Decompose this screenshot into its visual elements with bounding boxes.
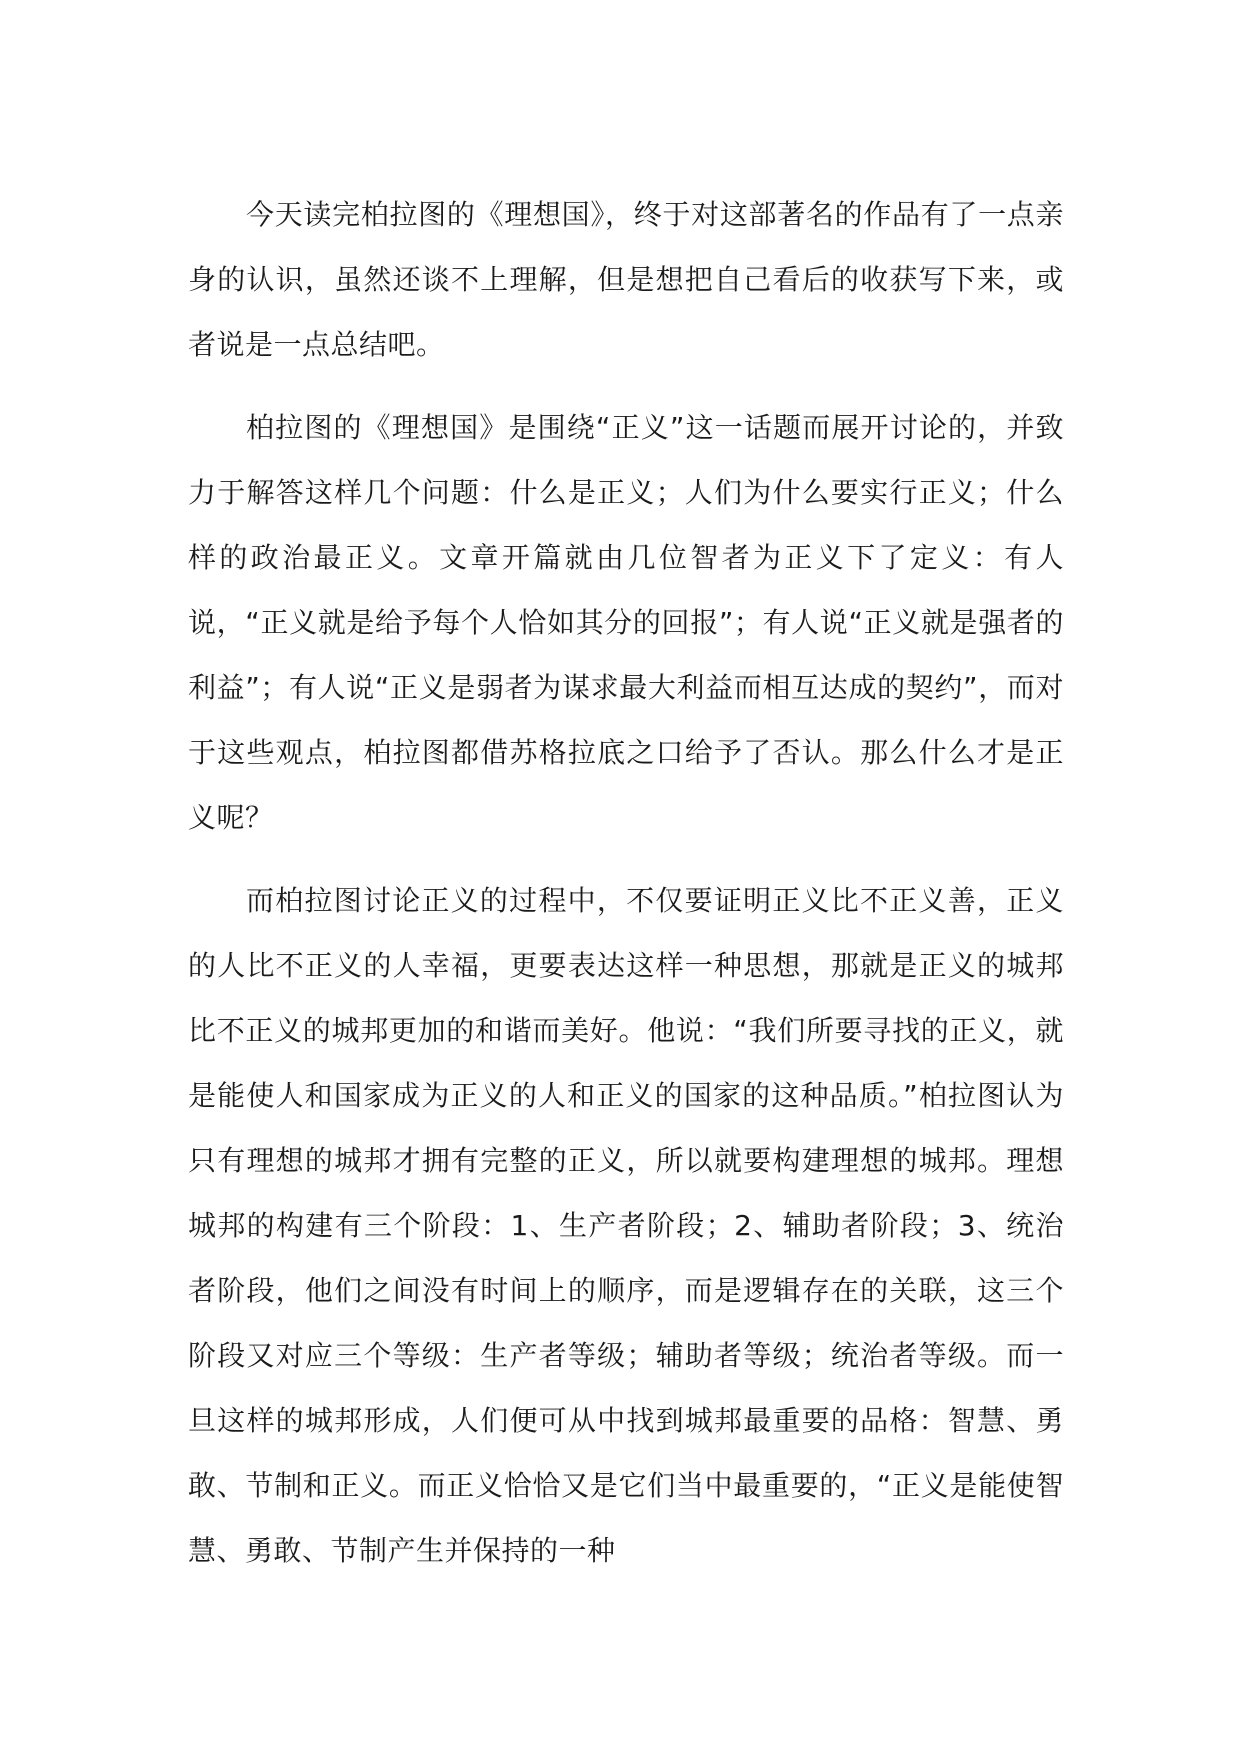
document-body <box>188 182 1064 1601</box>
paragraph-justice-definitions: 柏拉图的《理想国》是围绕“正义”这一话题而展开讨论的，并致力于解答这样几个问题：什么是正义；人们为什么要实行正义；什么样的政治最正义。文章开篇就由几位智者为正义下了定义：有人说，“正义就是给予每个人恰如其分的回报”；有人说“正义就是强者的利益”；有人说“正义是弱者为谋求最大利益而相互达成的契约”，而对于这些观点，柏拉图都借苏格拉底之口给予了否认。那么什么才是正义呢？ <box>188 411 1064 834</box>
paragraph-intro: 今天读完柏拉图的《理想国》，终于对这部著名的作品有了一点亲身的认识，虽然还谈不上理解，但是想把自己看后的收获写下来，或者说是一点总结吧。 <box>188 198 1064 361</box>
paragraph-ideal-city: 而柏拉图讨论正义的过程中，不仅要证明正义比不正义善，正义的人比不正义的人幸福，更要表达这样一种思想，那就是正义的城邦比不正义的城邦更加的和谐而美好。他说：“我们所要寻找的正义，就是能使人和国家成为正义的人和正义的国家的这种品质。”柏拉图认为只有理想的城邦才拥有完整的正义，所以就要构建理想的城邦。理想城邦的构建有三个阶段：1、生产者阶段；2、辅助者阶段；3、统治者阶段，他们之间没有时间上的顺序，而是逻辑存在的关联，这三个阶段又对应三个等级：生产者等级；辅助者等级；统治者等级。而一旦这样的城邦形成，人们便可从中找到城邦最重要的品格：智慧、勇敢、节制和正义。而正义恰恰又是它们当中最重要的，“正义是能使智慧、勇敢、节制产生并保持的一种 <box>188 884 1064 1567</box>
